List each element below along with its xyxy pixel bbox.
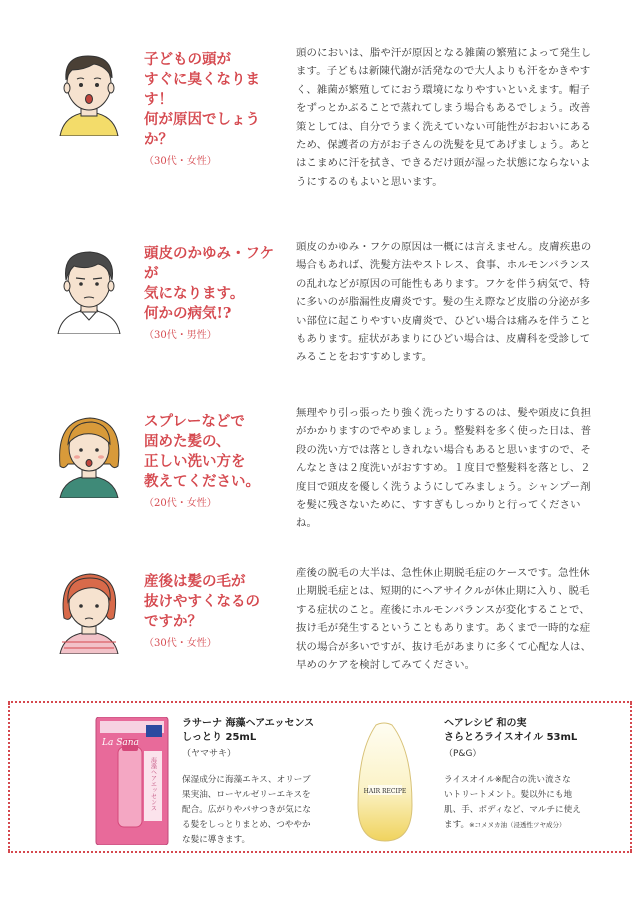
question-meta: （30代・女性） [144, 156, 217, 167]
man-face-illustration [50, 246, 128, 334]
answer-text: 頭のにおいは、脂や汗が原因となる雑菌の繁殖によって発生します。子どもは新陳代謝が活発なので大人よりも汗をかきやすく、雑菌が繁殖してにおう環境になりやすいといえます。帽子をずっとかぶることで蒸れてしまう場合もあるでしょう。改善策としては、自分でうまく洗えていない可能性がおおいにあるため、保護者の方がお子さんの洗髪を見てあげましょう。あとはこまめに汗を拭き、できるだけ頭が湿った状態にならないようにするのもよいと思います。 [296, 47, 592, 188]
question [144, 412, 284, 509]
product-name: ラサーナ 海藻ヘアエッセンス しっとり 25mL [182, 718, 315, 743]
product-description [444, 773, 594, 833]
answer-text: 頭皮のかゆみ・フケの原因は一概には言えません。皮膚疾患の場合もあれば、洗髪方法やストレス、食事、ホルモンバランスの乱れなどが原因の可能性もあります。フケを伴う病気で、特に多いのが脂漏性皮膚炎です。髪の生え際など皮脂の分泌が多い部位に起こりやすい皮膚炎で、ひどい場合は痛みを伴うこともあります。症状があまりにひどい場合は、皮膚科を受診してみることをおすすめします。 [296, 241, 592, 364]
product-maker: （ヤマサキ） [182, 749, 237, 759]
product-description-body: ライスオイル※配合の洗い流さな いトリートメント。髪以外にも地 肌、手、ボディなど、マルチに使え ます。 [444, 775, 581, 830]
product-text [444, 717, 594, 833]
answer-text: 産後の脱毛の大半は、急性休止期脱毛症のケースです。急性休止期脱毛症とは、短期的にヘアサイクルが休止期に入り、脱毛する症状のこと。産後にホルモンバランスが変化することで、抜け毛が発生するということもあります。あくまで一時的な症状の場合が多いですが、抜け毛があまりに多くて心配な人は、早めのケアを検討してみてください。 [296, 567, 592, 672]
product-footnote: ※コメヌカ油（浸透性ツヤ成分） [469, 821, 566, 829]
question-text: スプレーなどで 固めた髪の、 正しい洗い方を 教えてください。 [144, 413, 260, 490]
hair-recipe-brand-text: HAIR RECIPE [363, 788, 407, 795]
woman-face-illustration [50, 410, 128, 498]
question [144, 50, 284, 167]
product-text [182, 717, 332, 848]
product-description: 保湿成分に海藻エキス、オリーブ 果実油、ローヤルゼリーエキスを 配合。広がりやパサつきが気にな る髪をしっとりまとめ、つややか な髪に導きます。 [182, 775, 311, 845]
mother-face-illustration [50, 566, 128, 654]
lasana-brand-text: La Sana [102, 738, 139, 748]
question-text: 頭皮のかゆみ・フケが 気になります。 何かの病気!? [144, 245, 275, 322]
question [144, 244, 284, 341]
answer-text: 無理やり引っ張ったり強く洗ったりするのは、髪や頭皮に負担がかかりますのでやめましょう。整髪料を多く使った日は、普段の洗い方では落としきれない場合もあると思いますので、そんなときは２度洗いがおすすめ。１度目で整髪料を落とし、２度目で頭皮を優しく洗うようにしてみましょう。シャンプー剤を髪に残さないために、すすぎもしっかりと行ってくださいね。 [296, 407, 592, 530]
question-meta: （20代・女性） [144, 498, 217, 509]
question-text: 産後は髪の毛が 抜けやすくなるの ですか？ [144, 573, 260, 630]
question-text: 子どもの頭が すぐに臭くなります！ 何が原因でしょうか？ [144, 51, 260, 148]
hair-recipe-bottle-image [354, 721, 416, 843]
boy-face-illustration [50, 48, 128, 136]
product-maker: （P&G） [444, 749, 482, 759]
lasana-package-image [94, 717, 170, 845]
question-meta: （30代・女性） [144, 638, 217, 649]
product-name: ヘアレシピ 和の実 さらとろライスオイル 53mL [444, 718, 578, 743]
product-box [8, 701, 632, 853]
question [144, 572, 284, 649]
question-meta: （30代・男性） [144, 330, 217, 341]
lasana-package-text: 海藻ヘアエッセンス [149, 757, 157, 811]
